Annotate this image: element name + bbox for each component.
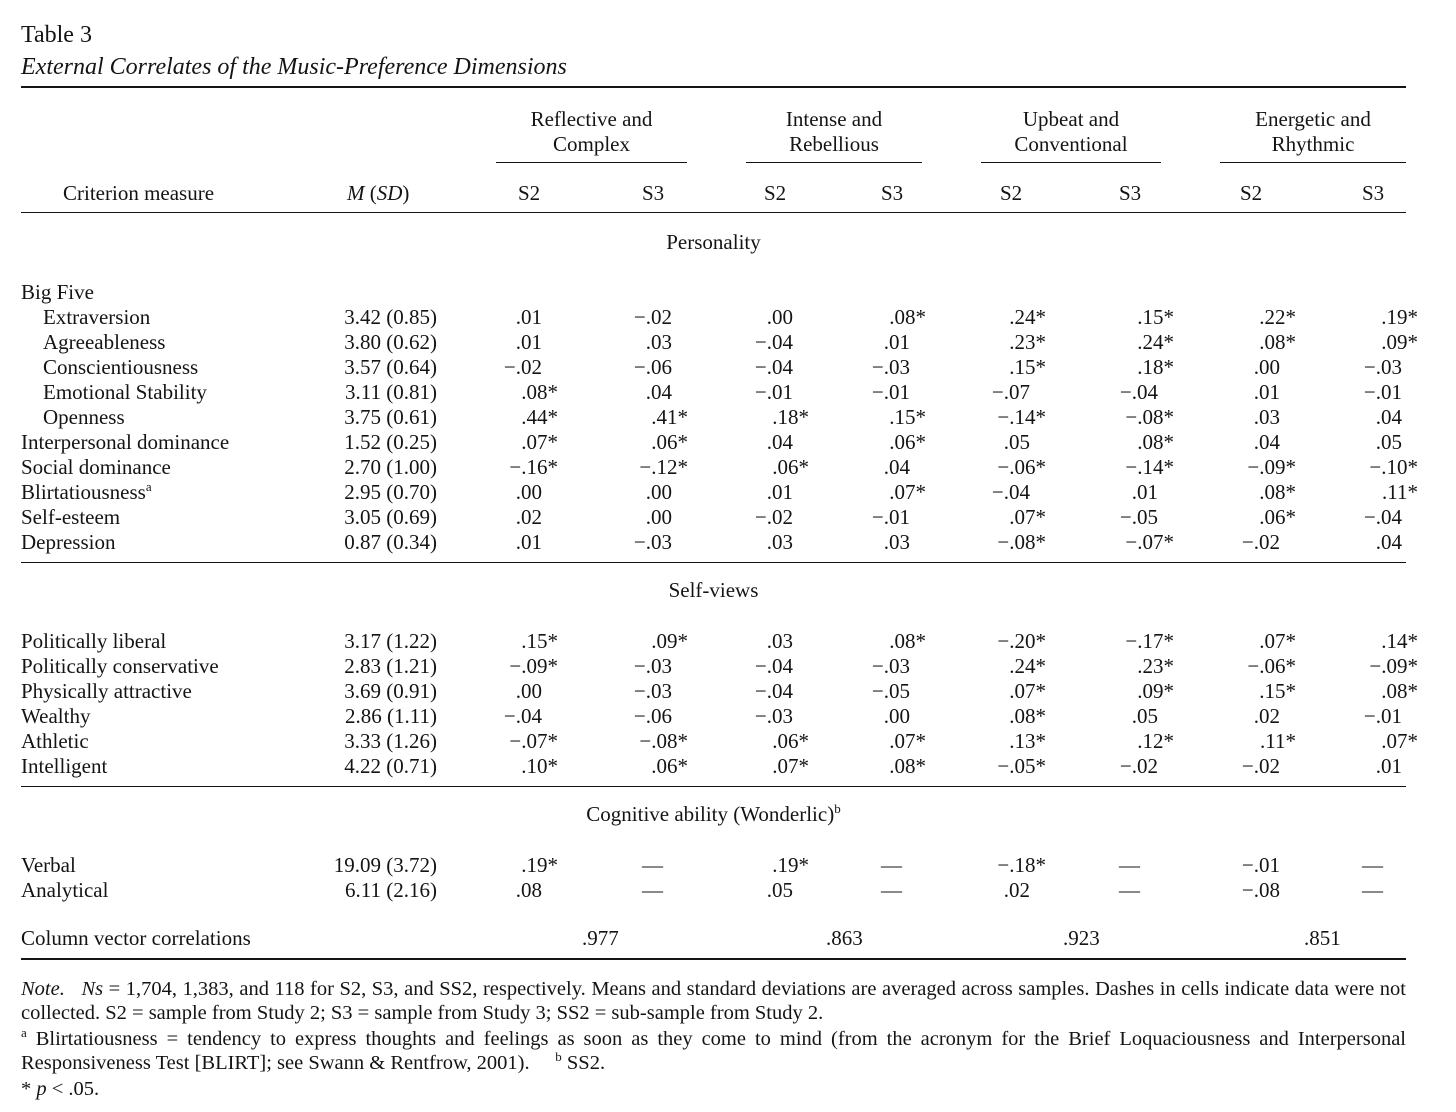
correlation-cell: .24* [1009,654,1046,678]
table-row [0,505,1456,530]
correlation-cell: .18* [1137,355,1174,379]
correlation-cell: −.01 [1241,853,1280,877]
correlation-cell: .08* [1009,704,1046,728]
correlation-cell: −.03 [633,530,672,554]
table-row [0,455,1456,480]
correlation-cell: −.05 [871,679,910,703]
group-underline [496,162,687,163]
correlation-cell: .07* [889,729,926,753]
row-label [43,405,125,430]
correlation-cell: .09* [1381,330,1418,354]
correlation-cell: .19* [772,853,809,877]
correlation-cell: .09* [651,629,688,653]
correlation-cell: .07* [1009,505,1046,529]
table-row [0,654,1456,679]
column-vector-value: .851 [1304,926,1341,950]
correlation-cell: .14* [1381,629,1418,653]
table-row [0,380,1456,405]
sig-star: * [21,1078,37,1100]
correlation-cell: .06* [651,754,688,778]
correlation-cell: .07* [1009,679,1046,703]
note-text: = 1,704, 1,383, and 118 for S2, S3, and SS2, respectively. Means and standard deviations are averaged across samples. Dashes in cells indicate data were not collected. S2 = sample from Study 2; S3 = sample from Study 3; SS2 = sub-sample from Study 2. [21,978,1407,1024]
mean-sd-cell: 1.52 (0.25) [344,430,437,454]
mean-sd-cell: 3.75 (0.61) [344,405,437,429]
correlation-cell: −.08* [1125,405,1174,429]
correlation-cell: — [642,853,663,877]
correlation-cell: −.03 [871,355,910,379]
correlation-cell: .44* [521,405,558,429]
correlation-cell: −.08* [639,729,688,753]
row-label-text: Interpersonal dominance [21,430,230,454]
correlation-cell: .22* [1259,305,1296,329]
row-label-text: Physically attractive [21,679,192,703]
row-label-text: Intelligent [21,754,108,778]
section-title-text: Self-views [668,578,759,602]
correlation-cell: −.06* [997,455,1046,479]
group-header-line: Energetic and [1255,107,1371,131]
correlation-cell: .15* [889,405,926,429]
correlation-cell: — [1119,853,1140,877]
correlation-cell: −.04 [1119,380,1158,404]
section-title-text: Cognitive ability (Wonderlic) [586,802,835,826]
correlation-cell: −.07* [1125,530,1174,554]
footnote-a-mark: a [21,1025,27,1040]
correlation-cell: −.08 [1241,878,1280,902]
table-row [0,530,1456,555]
correlation-cell: .01 [766,480,793,504]
header-m: M [347,181,365,205]
mean-sd-cell: 3.33 (1.26) [344,729,437,753]
correlation-cell: −.03 [1363,355,1402,379]
correlation-cell: −.07 [991,380,1030,404]
header-subcolumn: S3 [1362,181,1385,205]
correlation-cell: .09* [1137,679,1174,703]
row-label [21,480,152,505]
correlation-cell: .12* [1137,729,1174,753]
correlation-cell: .07* [889,480,926,504]
correlation-cell: .06* [1259,505,1296,529]
header-criterion-measure: Criterion measure [63,181,215,205]
section-rule [21,562,1406,563]
correlation-cell: −.09* [1247,455,1296,479]
mean-sd-cell: 3.11 (0.81) [345,380,437,404]
row-label [21,455,171,480]
sig-text: < .05. [46,1078,100,1100]
correlation-cell: −.12* [639,455,688,479]
correlation-cell: .03 [883,530,910,554]
correlation-cell: .04 [1375,530,1402,554]
group-header-line: Rhythmic [1271,132,1355,156]
mean-sd-cell: 3.69 (0.91) [344,679,437,703]
section-title-footnote-mark: b [834,801,841,816]
row-label-text: Conscientiousness [43,355,199,379]
row-label [21,754,107,779]
correlation-cell: .08* [889,754,926,778]
correlation-cell: −.06* [1247,654,1296,678]
correlation-cell: .07* [1381,729,1418,753]
correlation-cell: .01 [515,305,542,329]
row-label-text: Wealthy [21,704,91,728]
correlation-cell: .15* [1137,305,1174,329]
header-subcolumn: S2 [1240,181,1263,205]
correlation-cell: −.08* [997,530,1046,554]
correlation-cell: .01 [1375,754,1402,778]
row-label-text: Self-esteem [21,505,121,529]
section-title [21,802,1406,827]
section-title [21,578,1406,603]
table-row [0,629,1456,654]
correlation-cell: .08* [1381,679,1418,703]
correlation-cell: −.02 [1241,530,1280,554]
row-label [43,305,150,330]
mean-sd-cell: 2.95 (0.70) [344,480,437,504]
correlation-cell: .11* [1260,729,1296,753]
mean-sd-cell: 4.22 (0.71) [344,754,437,778]
correlation-cell: .08* [889,629,926,653]
row-label [21,530,115,555]
correlation-cell: −.14* [997,405,1046,429]
mean-sd-cell: 0.87 (0.34) [344,530,437,554]
top-rule [21,86,1406,88]
correlation-cell: .04 [883,455,910,479]
ns-label: Ns [81,978,104,1000]
correlation-cell: −.10* [1369,455,1418,479]
group-header-line: Complex [553,132,630,156]
row-label-text: Openness [43,405,125,429]
correlation-cell: .02 [515,505,542,529]
row-label-text: Emotional Stability [43,380,207,404]
correlation-cell: −.04 [503,704,542,728]
section-rule [21,786,1406,787]
correlation-cell: −.01 [1363,380,1402,404]
mean-sd-cell: 3.42 (0.85) [344,305,437,329]
row-label-text: Social dominance [21,455,171,479]
note-label: Note. [21,978,65,1000]
correlation-cell: .07* [1259,629,1296,653]
group-header-line: Conventional [1014,132,1128,156]
mean-sd-cell: 2.70 (1.00) [344,455,437,479]
correlation-cell: .13* [1009,729,1046,753]
mean-sd-cell: 2.86 (1.11) [345,704,437,728]
row-label-text: Analytical [21,878,109,902]
correlation-cell: — [642,878,663,902]
group-header-energetic [1220,107,1406,157]
row-label-text: Big Five [21,280,94,304]
correlation-cell: −.01 [871,505,910,529]
correlation-cell: .06* [772,729,809,753]
group-header-line: Upbeat and [1022,107,1120,131]
correlation-cell: .05 [1131,704,1158,728]
correlation-cell: −.17* [1125,629,1174,653]
correlation-cell: .01 [515,330,542,354]
table-row [0,480,1456,505]
row-label [21,280,94,305]
table-caption [21,16,1406,82]
correlation-cell: −.09* [1369,654,1418,678]
footnote-a [21,1027,1406,1075]
bottom-rule [21,958,1406,960]
correlation-cell: −.02 [633,305,672,329]
correlation-cell: .19* [521,853,558,877]
correlation-cell: −.04 [1363,505,1402,529]
correlation-cell: .01 [1253,380,1280,404]
group-header-line: Reflective and [530,107,653,131]
correlation-cell: .03 [766,629,793,653]
correlation-cell: .19* [1381,305,1418,329]
footnote-b-mark: b [555,1049,562,1064]
correlation-cell: .05 [1003,430,1030,454]
table-number: Table 3 [21,22,92,48]
correlation-cell: .08* [1259,330,1296,354]
correlation-cell: .07* [521,430,558,454]
correlation-cell: .08* [1259,480,1296,504]
correlation-cell: −.05* [997,754,1046,778]
correlation-cell: .01 [1131,480,1158,504]
correlation-cell: .15* [1009,355,1046,379]
correlation-cell: .15* [1259,679,1296,703]
correlation-cell: .04 [645,380,672,404]
correlation-cell: .08* [521,380,558,404]
table-row [0,280,1456,305]
correlation-cell: .05 [1375,430,1402,454]
correlation-cell: .03 [1253,405,1280,429]
mean-sd-cell: 3.05 (0.69) [344,505,437,529]
table-row [0,330,1456,355]
correlation-cell: .03 [766,530,793,554]
correlation-cell: .06* [889,430,926,454]
correlation-cell: −.04 [754,654,793,678]
row-label [43,355,198,380]
group-header-line: Rebellious [789,132,879,156]
table-row [0,754,1456,779]
correlation-cell: .10* [521,754,558,778]
column-vector-value: .977 [582,926,619,950]
correlation-cell: .15* [521,629,558,653]
row-label-text: Politically liberal [21,629,167,653]
correlation-cell: .23* [1137,654,1174,678]
significance-note [21,1077,1406,1101]
group-header-line: Intense and [785,107,883,131]
table-note [21,977,1406,1025]
correlation-cell: .01 [883,330,910,354]
correlation-cell: .08* [889,305,926,329]
table-row [0,430,1456,455]
correlation-cell: .00 [515,679,542,703]
correlation-cell: −.02 [1119,754,1158,778]
correlation-cell: — [881,878,902,902]
group-underline [746,162,922,163]
row-label-text: Verbal [21,853,76,877]
correlation-cell: — [881,853,902,877]
row-label [21,704,90,729]
group-underline [981,162,1161,163]
row-label [21,853,76,878]
correlation-cell: .07* [772,754,809,778]
table-row [0,729,1456,754]
correlation-cell: .00 [1253,355,1280,379]
correlation-cell: .01 [515,530,542,554]
table-row [0,405,1456,430]
correlation-cell: .03 [645,330,672,354]
correlation-cell: −.02 [754,505,793,529]
correlation-cell: .06* [651,430,688,454]
correlation-cell: .08 [515,878,542,902]
group-header-intense [746,107,922,157]
row-label-text: Depression [21,530,116,554]
sig-p: p [36,1078,47,1100]
row-label-text: Blirtatiousness [21,480,146,504]
correlation-cell: −.06 [633,704,672,728]
row-label [43,330,165,355]
column-vector-value: .923 [1063,926,1100,950]
correlation-cell: .24* [1009,305,1046,329]
row-label [21,430,229,455]
correlation-cell: — [1362,853,1383,877]
correlation-cell: .08* [1137,430,1174,454]
correlation-cell: .24* [1137,330,1174,354]
header-subcolumn: S2 [518,181,541,205]
footnote-a-text: Blirtatiousness = tendency to express thoughts and feelings as soon as they come to mind (from the acronym for the Brief Loquaciousness and Interpersonal Responsiveness Test [BLIRT]; see Swann & Rentfrow, 2001). [21,1028,1406,1074]
header-sd: SD [376,181,403,205]
table-row [0,704,1456,729]
correlation-cell: −.09* [509,654,558,678]
table-row [0,305,1456,330]
correlation-cell: −.02 [1241,754,1280,778]
correlation-cell: −.04 [754,330,793,354]
correlation-cell: −.03 [754,704,793,728]
correlation-cell: .23* [1009,330,1046,354]
correlation-cell: .41* [651,405,688,429]
correlation-cell: .05 [766,878,793,902]
header-subcolumn: S3 [642,181,665,205]
mean-sd-cell: 2.83 (1.21) [344,654,437,678]
correlation-cell: −.03 [633,654,672,678]
column-vector-value: .863 [826,926,863,950]
mean-sd-cell: 3.80 (0.62) [344,330,437,354]
row-label-text: Extraversion [43,305,151,329]
row-label [21,654,219,679]
correlation-cell: −.04 [754,679,793,703]
table-title: External Correlates of the Music-Preference Dimensions [21,54,567,80]
correlation-cell: −.16* [509,455,558,479]
mean-sd-cell: 3.17 (1.22) [344,629,437,653]
correlation-cell: .04 [1253,430,1280,454]
correlation-cell: — [1119,878,1140,902]
correlation-cell: .11* [1382,480,1418,504]
row-label [21,679,192,704]
row-label [21,505,120,530]
correlation-cell: .00 [515,480,542,504]
row-label [21,878,108,903]
mean-sd-cell: 6.11 (2.16) [345,878,437,902]
correlation-cell: — [1362,878,1383,902]
correlation-cell: −.20* [997,629,1046,653]
header-subcolumn: S3 [1119,181,1142,205]
correlation-cell: .04 [766,430,793,454]
header-subcolumn: S3 [881,181,904,205]
correlation-cell: .00 [883,704,910,728]
correlation-cell: .00 [645,505,672,529]
row-label-text: Politically conservative [21,654,219,678]
correlation-cell: −.01 [1363,704,1402,728]
header-subcolumn: S2 [1000,181,1023,205]
correlation-cell: −.04 [754,355,793,379]
correlation-cell: −.06 [633,355,672,379]
correlation-cell: .06* [772,455,809,479]
row-label-text: Agreeableness [43,330,166,354]
correlation-cell: −.02 [503,355,542,379]
correlation-cell: −.03 [633,679,672,703]
group-underline [1220,162,1406,163]
correlation-cell: .04 [1375,405,1402,429]
correlation-cell: .00 [645,480,672,504]
row-label-footnote-mark: a [145,479,152,494]
table-row [0,878,1456,903]
correlation-cell: .18* [772,405,809,429]
correlation-cell: −.18* [997,853,1046,877]
mean-sd-cell: 19.09 (3.72) [333,853,437,877]
correlation-cell: −.05 [1119,505,1158,529]
row-label-text: Athletic [21,729,89,753]
mean-sd-cell: 3.57 (0.64) [344,355,437,379]
section-title [21,230,1406,255]
header-m-sd: M (SD) [347,181,410,205]
table-row [0,355,1456,380]
correlation-cell: −.04 [991,480,1030,504]
row-label [43,380,207,405]
correlation-cell: −.01 [754,380,793,404]
header-rule [21,212,1406,213]
table-row [0,679,1456,704]
row-label [21,729,89,754]
correlation-cell: .00 [766,305,793,329]
correlation-cell: −.07* [509,729,558,753]
correlation-cell: −.01 [871,380,910,404]
row-label [21,629,166,654]
table-row [0,853,1456,878]
group-header-reflective [496,107,687,157]
column-vector-label: Column vector correlations [21,926,251,950]
correlation-cell: .02 [1253,704,1280,728]
header-subcolumn: S2 [764,181,787,205]
correlation-cell: −.14* [1125,455,1174,479]
group-header-upbeat [981,107,1161,157]
correlation-cell: −.03 [871,654,910,678]
footnote-b-text: SS2. [561,1052,606,1074]
correlation-cell: .02 [1003,878,1030,902]
section-title-text: Personality [666,230,761,254]
